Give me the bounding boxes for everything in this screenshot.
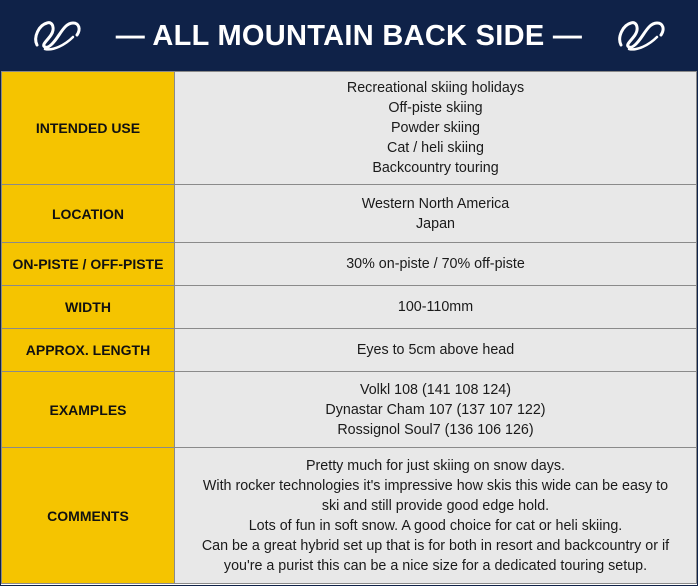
value-line: Lots of fun in soft snow. A good choice for cat or heli skiing. (248, 517, 623, 534)
value-line: 100-110mm (397, 299, 474, 315)
value-line: you're a purist this can be a nice size for a dedicated touring setup. (223, 557, 648, 574)
row-label: ON-PISTE / OFF-PISTE (2, 243, 175, 286)
table-row (2, 448, 697, 584)
value-line: Powder skiing (391, 120, 480, 136)
value-line: Backcountry touring (372, 160, 499, 176)
table-row (2, 185, 697, 243)
value-line: Rossignol Soul7 (136 106 126) (337, 421, 534, 438)
value-line: Recreational skiing holidays (346, 80, 525, 96)
table-row (2, 372, 697, 448)
value-line: Western North America (361, 195, 510, 212)
row-value (175, 286, 697, 329)
row-label: INTENDED USE (2, 72, 175, 185)
row-label: LOCATION (2, 185, 175, 243)
value-line: ski and still provide good edge hold. (321, 497, 550, 514)
value-line: Japan (416, 215, 455, 232)
value-line: 30% on-piste / 70% off-piste (346, 256, 525, 272)
row-value (175, 72, 697, 185)
row-value (175, 329, 697, 372)
value-line: With rocker technologies it's impressive how skis this wide can be easy to (202, 477, 669, 494)
value-line: Dynastar Cham 107 (137 107 122) (325, 401, 546, 418)
ski-logo-icon (615, 15, 667, 55)
row-label: APPROX. LENGTH (2, 329, 175, 372)
value-line: Cat / heli skiing (387, 140, 484, 156)
table-row (2, 72, 697, 185)
ski-logo-icon (31, 15, 83, 55)
row-label: EXAMPLES (2, 372, 175, 448)
table-row (2, 329, 697, 372)
row-value (175, 448, 697, 584)
table-row (2, 286, 697, 329)
value-line: Volkl 108 (141 108 124) (359, 381, 512, 398)
spec-table (1, 71, 697, 584)
page-title: — ALL MOUNTAIN BACK SIDE — (115, 19, 583, 52)
header-banner (1, 1, 697, 71)
row-label: WIDTH (2, 286, 175, 329)
value-line: Eyes to 5cm above head (356, 342, 515, 358)
value-line: Pretty much for just skiing on snow days. (305, 457, 566, 474)
row-label: COMMENTS (2, 448, 175, 584)
row-value (175, 243, 697, 286)
row-value (175, 372, 697, 448)
value-line: Off-piste skiing (388, 100, 483, 116)
table-row (2, 243, 697, 286)
value-line: Can be a great hybrid set up that is for both in resort and backcountry or if (201, 537, 670, 554)
row-value (175, 185, 697, 243)
